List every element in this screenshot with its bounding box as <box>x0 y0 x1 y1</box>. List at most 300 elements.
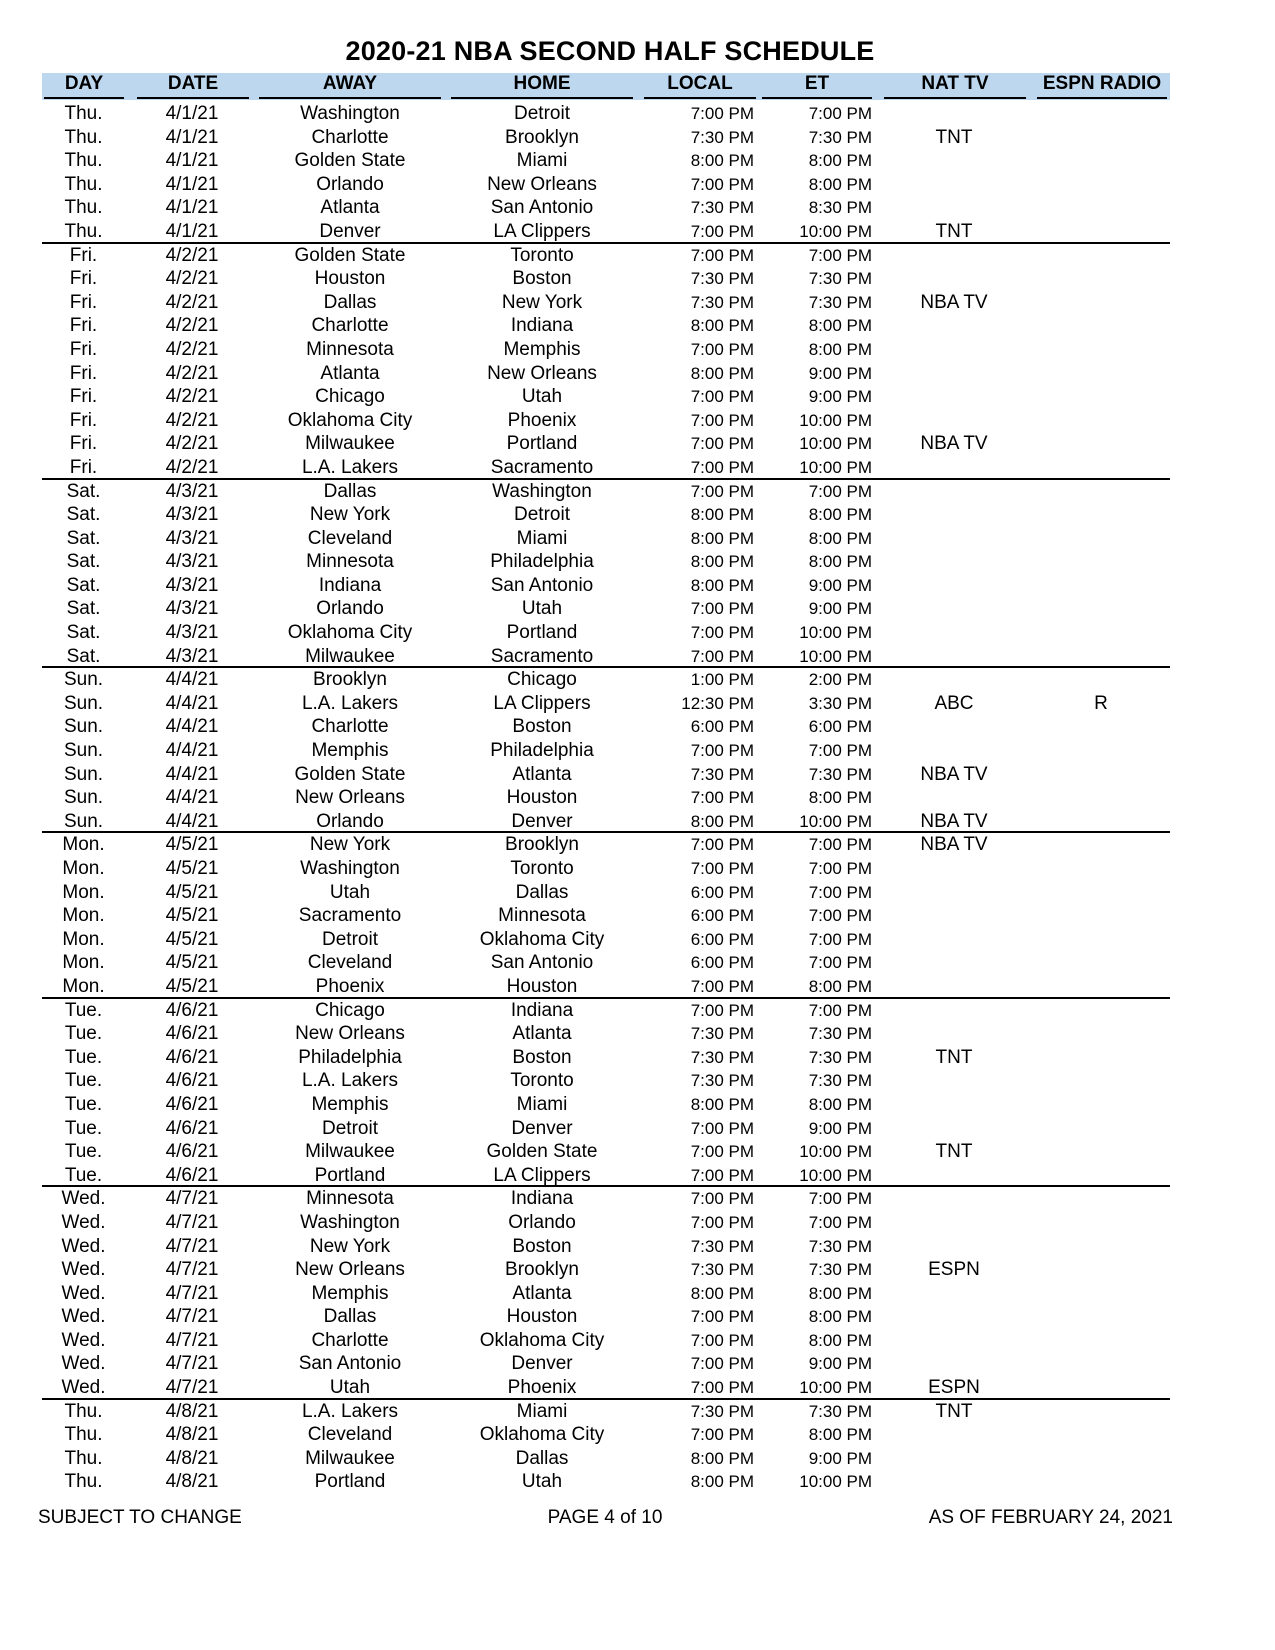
table-row <box>42 1376 1170 1400</box>
table-row <box>42 1423 1170 1447</box>
cell-date: 4/1/21 <box>165 197 219 219</box>
cell-away-team: Milwaukee <box>305 1447 395 1469</box>
cell-day: Tue. <box>64 1046 103 1068</box>
cell-day: Sun. <box>63 787 104 809</box>
cell-day: Tue. <box>64 1141 103 1163</box>
cell-away-team: L.A. Lakers <box>301 1400 399 1422</box>
cell-local-time: 7:00 PM <box>690 434 754 454</box>
cell-away-team: Detroit <box>322 928 378 950</box>
cell-day: Wed. <box>61 1211 106 1233</box>
cell-day: Thu. <box>64 126 103 148</box>
cell-away-team: Charlotte <box>311 315 389 337</box>
table-row <box>42 456 1170 480</box>
cell-et-time: 9:00 PM <box>808 1354 872 1374</box>
cell-away-team: Cleveland <box>307 527 393 549</box>
cell-home-team: Houston <box>506 1306 578 1328</box>
cell-nat-tv: NBA TV <box>920 433 988 455</box>
footer-page-number: PAGE 4 of 10 <box>547 1507 663 1528</box>
cell-away-team: Dallas <box>323 291 377 313</box>
cell-local-time: 7:00 PM <box>690 1165 754 1185</box>
cell-local-time: 8:00 PM <box>690 552 754 572</box>
cell-date: 4/2/21 <box>165 244 219 266</box>
cell-date: 4/1/21 <box>165 220 219 242</box>
cell-home-team: Oklahoma City <box>479 928 605 950</box>
cell-home-team: Minnesota <box>498 905 586 927</box>
cell-local-time: 7:00 PM <box>690 1118 754 1138</box>
cell-local-time: 7:00 PM <box>690 387 754 407</box>
cell-local-time: 6:00 PM <box>690 929 754 949</box>
table-row <box>42 1046 1170 1070</box>
cell-date: 4/7/21 <box>165 1306 219 1328</box>
cell-away-team: Dallas <box>323 480 377 502</box>
cell-local-time: 7:00 PM <box>690 599 754 619</box>
cell-day: Mon. <box>62 952 105 974</box>
cell-local-time: 8:00 PM <box>690 528 754 548</box>
cell-home-team: Denver <box>511 1353 573 1375</box>
table-row <box>42 1140 1170 1164</box>
cell-away-team: Utah <box>329 1377 371 1399</box>
cell-local-time: 8:00 PM <box>690 316 754 336</box>
table-header <box>42 73 1170 100</box>
cell-et-time: 7:00 PM <box>808 1000 872 1020</box>
cell-et-time: 7:00 PM <box>808 1189 872 1209</box>
cell-day: Mon. <box>62 881 105 903</box>
cell-home-team: Golden State <box>486 1141 598 1163</box>
cell-local-time: 7:00 PM <box>690 1000 754 1020</box>
table-row <box>42 1400 1170 1424</box>
cell-home-team: Denver <box>511 810 573 832</box>
cell-away-team: L.A. Lakers <box>301 1070 399 1092</box>
cell-date: 4/3/21 <box>165 480 219 502</box>
cell-et-time: 8:00 PM <box>808 528 872 548</box>
cell-date: 4/6/21 <box>165 1070 219 1092</box>
cell-day: Mon. <box>62 905 105 927</box>
cell-et-time: 8:00 PM <box>808 552 872 572</box>
cell-local-time: 7:00 PM <box>690 1212 754 1232</box>
cell-away-team: New Orleans <box>295 1259 405 1281</box>
table-row <box>42 244 1170 268</box>
cell-away-team: Cleveland <box>307 1424 393 1446</box>
cell-et-time: 10:00 PM <box>799 221 872 241</box>
cell-local-time: 8:00 PM <box>690 575 754 595</box>
cell-home-team: New Orleans <box>487 362 597 384</box>
cell-et-time: 7:00 PM <box>808 481 872 501</box>
cell-home-team: Chicago <box>507 669 577 691</box>
cell-home-team: Phoenix <box>507 1377 577 1399</box>
cell-home-team: LA Clippers <box>493 220 591 242</box>
cell-et-time: 7:00 PM <box>808 929 872 949</box>
cell-home-team: Portland <box>506 622 578 644</box>
cell-et-time: 10:00 PM <box>799 811 872 831</box>
cell-away-team: Washington <box>300 1211 400 1233</box>
table-row <box>42 668 1170 692</box>
cell-et-time: 8:00 PM <box>808 151 872 171</box>
table-row <box>42 102 1170 126</box>
page-title: 2020-21 NBA SECOND HALF SCHEDULE <box>345 36 875 66</box>
column-header-day: DAY <box>44 73 124 99</box>
cell-date: 4/6/21 <box>165 1093 219 1115</box>
cell-date: 4/3/21 <box>165 527 219 549</box>
cell-date: 4/2/21 <box>165 268 219 290</box>
cell-nat-tv: NBA TV <box>920 834 988 856</box>
cell-et-time: 9:00 PM <box>808 1118 872 1138</box>
cell-home-team: Indiana <box>510 999 574 1021</box>
cell-day: Fri. <box>69 433 98 455</box>
cell-day: Thu. <box>64 150 103 172</box>
cell-date: 4/4/21 <box>165 763 219 785</box>
cell-away-team: Portland <box>314 1164 386 1186</box>
cell-day: Thu. <box>64 173 103 195</box>
cell-home-team: Houston <box>506 787 578 809</box>
cell-local-time: 7:00 PM <box>690 245 754 265</box>
cell-home-team: Boston <box>512 1235 572 1257</box>
cell-day: Wed. <box>61 1235 106 1257</box>
footer-as-of-date: AS OF FEBRUARY 24, 2021 <box>928 1507 1173 1528</box>
cell-day: Sun. <box>63 810 104 832</box>
cell-away-team: Oklahoma City <box>287 409 413 431</box>
table-row <box>42 1329 1170 1353</box>
cell-date: 4/4/21 <box>165 810 219 832</box>
cell-day: Thu. <box>64 1424 103 1446</box>
cell-away-team: Charlotte <box>311 1329 389 1351</box>
cell-local-time: 8:00 PM <box>690 363 754 383</box>
cell-away-team: Memphis <box>311 1282 389 1304</box>
column-header-home: HOME <box>451 73 633 99</box>
cell-away-team: Detroit <box>322 1117 378 1139</box>
cell-date: 4/7/21 <box>165 1259 219 1281</box>
cell-et-time: 7:30 PM <box>808 1071 872 1091</box>
cell-local-time: 8:00 PM <box>690 1448 754 1468</box>
cell-away-team: Philadelphia <box>298 1046 402 1068</box>
table-row <box>42 763 1170 787</box>
cell-date: 4/5/21 <box>165 975 219 997</box>
schedule-table-body <box>42 102 1170 1494</box>
cell-day: Sat. <box>66 527 101 549</box>
table-row <box>42 173 1170 197</box>
cell-local-time: 7:00 PM <box>690 1425 754 1445</box>
cell-date: 4/4/21 <box>165 692 219 714</box>
cell-local-time: 6:00 PM <box>690 906 754 926</box>
cell-away-team: New York <box>309 1235 391 1257</box>
table-row <box>42 196 1170 220</box>
cell-date: 4/4/21 <box>165 740 219 762</box>
cell-home-team: Atlanta <box>512 1023 572 1045</box>
table-row <box>42 1093 1170 1117</box>
cell-local-time: 6:00 PM <box>690 953 754 973</box>
cell-away-team: Brooklyn <box>313 669 387 691</box>
table-row <box>42 503 1170 527</box>
cell-date: 4/7/21 <box>165 1353 219 1375</box>
cell-et-time: 8:00 PM <box>808 339 872 359</box>
cell-home-team: Utah <box>521 598 563 620</box>
table-row <box>42 1164 1170 1188</box>
cell-date: 4/8/21 <box>165 1447 219 1469</box>
cell-home-team: Miami <box>516 1400 568 1422</box>
cell-away-team: Charlotte <box>311 716 389 738</box>
cell-day: Fri. <box>69 338 98 360</box>
cell-home-team: Philadelphia <box>490 740 594 762</box>
cell-nat-tv: NBA TV <box>920 810 988 832</box>
cell-away-team: New York <box>309 504 391 526</box>
cell-nat-tv: TNT <box>935 126 973 148</box>
cell-home-team: Boston <box>512 1046 572 1068</box>
cell-day: Sat. <box>66 504 101 526</box>
cell-date: 4/5/21 <box>165 905 219 927</box>
cell-home-team: Brooklyn <box>505 834 579 856</box>
cell-day: Tue. <box>64 1093 103 1115</box>
cell-day: Fri. <box>69 362 98 384</box>
cell-local-time: 7:30 PM <box>690 127 754 147</box>
cell-local-time: 7:30 PM <box>690 198 754 218</box>
cell-away-team: New York <box>309 834 391 856</box>
cell-away-team: Charlotte <box>311 126 389 148</box>
cell-date: 4/3/21 <box>165 551 219 573</box>
cell-date: 4/1/21 <box>165 150 219 172</box>
cell-home-team: Memphis <box>503 338 581 360</box>
cell-home-team: LA Clippers <box>493 1164 591 1186</box>
cell-et-time: 7:30 PM <box>808 1260 872 1280</box>
cell-et-time: 10:00 PM <box>799 623 872 643</box>
cell-et-time: 7:30 PM <box>808 1047 872 1067</box>
cell-et-time: 7:00 PM <box>808 1212 872 1232</box>
cell-et-time: 9:00 PM <box>808 599 872 619</box>
cell-home-team: Denver <box>511 1117 573 1139</box>
cell-local-time: 7:00 PM <box>690 976 754 996</box>
cell-et-time: 8:00 PM <box>808 316 872 336</box>
cell-local-time: 7:30 PM <box>690 1024 754 1044</box>
table-row <box>42 1022 1170 1046</box>
cell-et-time: 9:00 PM <box>808 575 872 595</box>
cell-day: Fri. <box>69 315 98 337</box>
cell-date: 4/6/21 <box>165 1141 219 1163</box>
cell-local-time: 7:00 PM <box>690 1189 754 1209</box>
cell-local-time: 6:00 PM <box>690 882 754 902</box>
table-row <box>42 1187 1170 1211</box>
cell-date: 4/3/21 <box>165 622 219 644</box>
cell-away-team: Golden State <box>294 244 406 266</box>
cell-day: Sat. <box>66 551 101 573</box>
cell-et-time: 8:00 PM <box>808 1307 872 1327</box>
cell-et-time: 7:00 PM <box>808 859 872 878</box>
cell-away-team: Orlando <box>316 598 384 620</box>
table-row <box>42 739 1170 763</box>
cell-et-time: 10:00 PM <box>799 1378 872 1398</box>
table-row <box>42 220 1170 244</box>
cell-date: 4/6/21 <box>165 1046 219 1068</box>
cell-date: 4/2/21 <box>165 409 219 431</box>
cell-home-team: Philadelphia <box>490 551 594 573</box>
cell-et-time: 8:00 PM <box>808 788 872 808</box>
cell-away-team: Milwaukee <box>305 645 395 667</box>
cell-et-time: 8:00 PM <box>808 976 872 996</box>
cell-local-time: 7:00 PM <box>690 104 754 123</box>
cell-away-team: New Orleans <box>295 787 405 809</box>
cell-day: Wed. <box>61 1188 106 1210</box>
cell-away-team: Houston <box>314 268 386 290</box>
cell-home-team: Utah <box>521 386 563 408</box>
cell-away-team: Dallas <box>323 1306 377 1328</box>
cell-date: 4/3/21 <box>165 504 219 526</box>
cell-day: Wed. <box>61 1282 106 1304</box>
cell-et-time: 8:00 PM <box>808 174 872 194</box>
cell-day: Sun. <box>63 740 104 762</box>
cell-away-team: Portland <box>314 1471 386 1493</box>
table-row <box>42 1305 1170 1329</box>
table-row <box>42 833 1170 857</box>
cell-day: Mon. <box>62 834 105 856</box>
column-header-date: DATE <box>137 73 249 99</box>
cell-home-team: Sacramento <box>490 456 594 478</box>
cell-local-time: 8:00 PM <box>690 151 754 171</box>
cell-day: Sun. <box>63 716 104 738</box>
table-row <box>42 1235 1170 1259</box>
cell-home-team: Indiana <box>510 1188 574 1210</box>
footer-disclaimer: SUBJECT TO CHANGE <box>38 1507 242 1528</box>
cell-away-team: Minnesota <box>306 338 394 360</box>
table-row <box>42 1282 1170 1306</box>
table-row <box>42 645 1170 669</box>
cell-home-team: Atlanta <box>512 763 572 785</box>
cell-away-team: Utah <box>329 881 371 903</box>
cell-date: 4/7/21 <box>165 1235 219 1257</box>
cell-local-time: 7:00 PM <box>690 859 754 878</box>
cell-day: Tue. <box>64 1023 103 1045</box>
table-row <box>42 574 1170 598</box>
table-row <box>42 314 1170 338</box>
cell-day: Wed. <box>61 1306 106 1328</box>
cell-date: 4/2/21 <box>165 362 219 384</box>
cell-local-time: 7:00 PM <box>690 835 754 855</box>
cell-et-time: 8:00 PM <box>808 505 872 525</box>
cell-away-team: Minnesota <box>306 551 394 573</box>
cell-day: Fri. <box>69 409 98 431</box>
cell-et-time: 7:00 PM <box>808 906 872 926</box>
cell-date: 4/6/21 <box>165 1117 219 1139</box>
table-row <box>42 362 1170 386</box>
table-row <box>42 1211 1170 1235</box>
cell-et-time: 8:00 PM <box>808 1094 872 1114</box>
cell-away-team: Phoenix <box>315 975 385 997</box>
cell-date: 4/1/21 <box>165 103 219 124</box>
cell-away-team: Orlando <box>316 173 384 195</box>
cell-home-team: Toronto <box>510 244 574 266</box>
cell-et-time: 7:30 PM <box>808 1024 872 1044</box>
cell-home-team: San Antonio <box>490 952 594 974</box>
cell-away-team: Indiana <box>318 574 382 596</box>
cell-et-time: 10:00 PM <box>799 1142 872 1162</box>
cell-et-time: 8:30 PM <box>808 198 872 218</box>
cell-date: 4/5/21 <box>165 858 219 879</box>
cell-away-team: Washington <box>300 103 400 124</box>
table-row <box>42 126 1170 150</box>
cell-away-team: Memphis <box>311 740 389 762</box>
cell-home-team: Detroit <box>514 103 570 124</box>
cell-away-team: San Antonio <box>298 1353 402 1375</box>
cell-et-time: 7:30 PM <box>808 127 872 147</box>
cell-et-time: 10:00 PM <box>799 434 872 454</box>
table-row <box>42 1447 1170 1471</box>
table-row <box>42 951 1170 975</box>
cell-away-team: Chicago <box>315 386 385 408</box>
cell-day: Sat. <box>66 622 101 644</box>
cell-date: 4/5/21 <box>165 834 219 856</box>
cell-local-time: 7:30 PM <box>690 1047 754 1067</box>
cell-date: 4/2/21 <box>165 433 219 455</box>
cell-local-time: 8:00 PM <box>690 1094 754 1114</box>
cell-home-team: Dallas <box>515 881 569 903</box>
cell-away-team: Atlanta <box>320 362 380 384</box>
cell-day: Thu. <box>64 103 103 124</box>
cell-date: 4/8/21 <box>165 1471 219 1493</box>
cell-et-time: 7:00 PM <box>808 741 872 761</box>
table-row <box>42 1069 1170 1093</box>
cell-away-team: Golden State <box>294 150 406 172</box>
cell-local-time: 7:00 PM <box>690 1307 754 1327</box>
cell-date: 4/3/21 <box>165 574 219 596</box>
cell-date: 4/2/21 <box>165 315 219 337</box>
cell-date: 4/2/21 <box>165 386 219 408</box>
cell-day: Tue. <box>64 1164 103 1186</box>
column-header-nat-tv: NAT TV <box>884 73 1026 99</box>
cell-day: Sun. <box>63 669 104 691</box>
cell-local-time: 7:00 PM <box>690 646 754 666</box>
cell-home-team: Toronto <box>510 858 574 879</box>
cell-away-team: Atlanta <box>320 197 380 219</box>
table-row <box>42 928 1170 952</box>
cell-local-time: 7:00 PM <box>690 1330 754 1350</box>
cell-home-team: Sacramento <box>490 645 594 667</box>
table-row <box>42 267 1170 291</box>
cell-local-time: 7:00 PM <box>690 339 754 359</box>
cell-away-team: Sacramento <box>298 905 402 927</box>
table-row <box>42 338 1170 362</box>
table-row <box>42 432 1170 456</box>
table-row <box>42 385 1170 409</box>
cell-date: 4/1/21 <box>165 173 219 195</box>
cell-home-team: New Orleans <box>487 173 597 195</box>
cell-day: Mon. <box>62 858 105 879</box>
cell-local-time: 7:00 PM <box>690 741 754 761</box>
cell-date: 4/2/21 <box>165 456 219 478</box>
cell-nat-tv: ABC <box>934 692 974 714</box>
cell-home-team: Atlanta <box>512 1282 572 1304</box>
column-header-et: ET <box>762 73 872 99</box>
table-row <box>42 975 1170 999</box>
cell-day: Thu. <box>64 1400 103 1422</box>
cell-home-team: Orlando <box>508 1211 576 1233</box>
cell-day: Wed. <box>61 1353 106 1375</box>
cell-home-team: Phoenix <box>507 409 577 431</box>
cell-local-time: 7:00 PM <box>690 1354 754 1374</box>
cell-home-team: Houston <box>506 975 578 997</box>
cell-home-team: Toronto <box>510 1070 574 1092</box>
cell-local-time: 7:30 PM <box>690 764 754 784</box>
cell-et-time: 7:00 PM <box>808 953 872 973</box>
cell-day: Fri. <box>69 456 98 478</box>
cell-away-team: Orlando <box>316 810 384 832</box>
cell-home-team: Miami <box>516 527 568 549</box>
cell-away-team: Washington <box>300 858 400 879</box>
cell-home-team: Brooklyn <box>505 1259 579 1281</box>
cell-local-time: 7:30 PM <box>690 1260 754 1280</box>
cell-et-time: 3:30 PM <box>808 693 872 713</box>
cell-local-time: 7:00 PM <box>690 788 754 808</box>
cell-local-time: 7:00 PM <box>690 481 754 501</box>
cell-nat-tv: ESPN <box>928 1259 980 1281</box>
cell-et-time: 7:00 PM <box>808 882 872 902</box>
cell-date: 4/7/21 <box>165 1188 219 1210</box>
cell-day: Thu. <box>64 1447 103 1469</box>
